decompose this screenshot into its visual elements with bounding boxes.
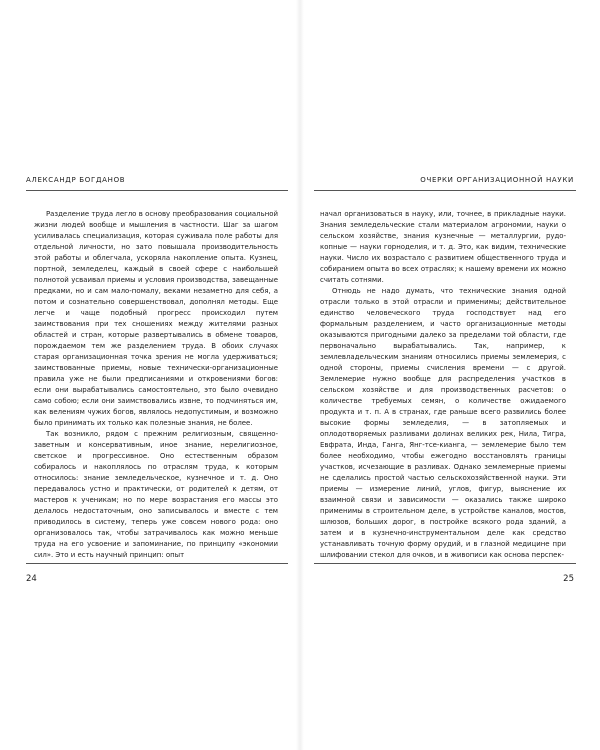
- paragraph: Разделение труда легло в основу преобразования социальной жизни людей вообще и мышления в частности. Шаг за шагом усиливалась специализация, которая суживала поле работы для отдельной личности, но зато повышала производительность этой работы и облегчала, ускоряла накопление опыта. Кузнец, портной, земледелец, каждый в своей сфере с наибольшей полнотой усваивал приемы и условия производства, завещанные предками, но и сам мало-помалу, веками незаметно для себя, а потом и сознательно совершенствовал, дополнял методы. Еще легче и чаще подобный прогресс происходил путем заимствования при тех сношениях между жителями разных областей и стран, которые развертывались в обмене товаров, порождаемом тем же разделением труда. В обоих случаях старая организационная точка зрения не могла удерживаться; заимствованные приемы, новые технически-организационные правила уже не были предписаниями и откровениями богов: если они вырабатывались самостоятельно, это было очевидно само собою; если они заимствовались извне, то подчиняться им, как велениям чужих богов, являлось недопустимым, и возможно было принимать их только как полезные знания, не более.: [34, 210, 278, 428]
- page-body-text: [34, 209, 278, 562]
- page-body-text: [320, 209, 566, 562]
- running-header-author: АЛЕКСАНДР БОГДАНОВ: [26, 176, 126, 184]
- header-rule: [26, 190, 288, 191]
- book-gutter: [296, 0, 304, 750]
- paragraph: Отнюдь не надо думать, что технические знания одной отрасли только в этой отрасли и применимы; действительное единство человеческого труда господствует над его формальным разделением, и часто организационные методы оказываются пригодными далеко за пределами той области, где первоначально вырабатывались. Так, например, к землевладельческим знаниям относились приемы землемерия, с одной стороны, приемы счисления времени — с другой. Землемерие нужно вообще для распределения участков в сельском хозяйстве и для производственных расчетов: о количестве требуемых семян, о количестве ожидаемого продукта и т. п. А в странах, где раньше всего развились более высокие формы земледелия, — в затопляемых и оплодотворяемых разливами долинах великих рек, Нила, Тигра, Евфрата, Инда, Ганга, Янг-тсе-кианга, — землемерие было тем более необходимо, чтобы ежегодно восстановлять границы участков, исчезающие в разливах. Однако землемерные приемы не сделались простой частью сельскохозяйственной науки. Эти приемы — измерение линий, углов, фигур, выяснение их взаимной связи и зависимости — оказались также широко применимы в строительном деле, в устройстве каналов, мостов, шлюзов, больших дорог, в постройке всякого рода зданий, а затем и в кузнечно-инструментальном деле как средство устанавливать точную форму орудий, и в глазной медицине при шлифовании стекол для очков, и в живописи как основа перспек-: [320, 287, 566, 560]
- paragraph: начал организоваться в науку, или, точнее, в прикладные науки. Знания земледельческие стали материалом агрономии, науки о сельском хозяйстве, знания кузнечные — металлургии, рудо-копные — науки горноделия, и т. д. Это, как видим, технические науки. Число их возрастало с развитием общественного труда и собиранием опыта во всех отраслях; к нашему времени их можно считать сотнями.: [320, 210, 566, 285]
- footer-rule: [314, 563, 576, 564]
- running-header-title: ОЧЕРКИ ОРГАНИЗАЦИОННОЙ НАУКИ: [420, 176, 574, 184]
- footer-rule: [26, 563, 288, 564]
- page-number: 24: [26, 574, 37, 584]
- header-rule: [314, 190, 576, 191]
- paragraph: Так возникло, рядом с прежним религиозным, священно-заветным и консервативным, иное знание, нерелигиозное, светское и прогрессивное. Оно естественным образом собиралось и накоплялось по отраслям труда, к которым относилось: знание земледельческое, кузнечное и т. д. Оно передавалось устно и практически, от родителей к детям, от мастеров к ученикам; но по мере возрастания его массы это делалось недостаточным, оно записывалось и вместе с тем приводилось в систему, теперь уже совсем нового рода: оно организовалось так, чтобы затрачивалось как можно меньше труда на его усвоение и запоминание, по принципу «экономии сил». Это и есть научный принцип: опыт: [34, 430, 278, 560]
- page-number: 25: [563, 574, 574, 584]
